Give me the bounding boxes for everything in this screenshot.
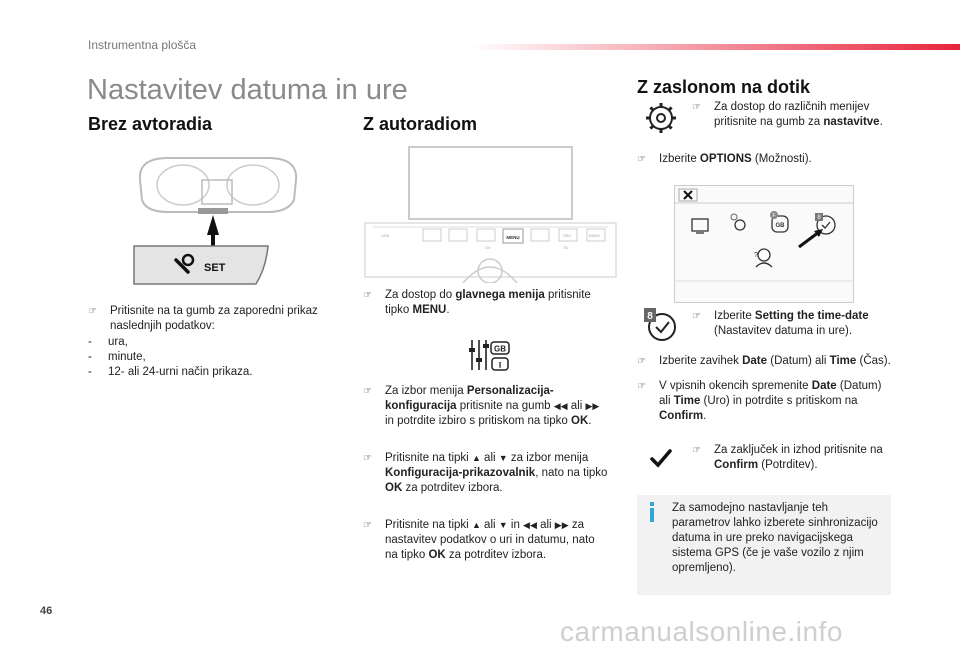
panel-label: BAND (589, 233, 601, 238)
chapter-header: Instrumentna plošča (88, 38, 197, 52)
forward-icon: ▶▶ (585, 401, 600, 411)
menu-button-label: MENU (506, 235, 520, 240)
col3-step6: ☞ Za zaključek in izhod pritisnite na Confirm (Potrditev). (692, 444, 883, 471)
col2-step1: ☞ Za dostop do glavnega menija pritisnite tipko MENU. (363, 289, 591, 316)
settings-sliders-icon (468, 336, 510, 374)
col3-step3: ☞ Izberite Setting the time-date (Nastavitev datuma in ure). (692, 310, 869, 337)
panel-label: USB (381, 233, 390, 238)
bullet-arrow-icon: ☞ (692, 311, 701, 322)
info-note-text: Za samodejno nastavljanje teh parametrov lahko izberete sinhronizacijo datuma in ure preko navigacijskega sistema GPS (če je vaše vozilo z njim opremljeno). (672, 502, 878, 574)
bullet-arrow-icon: ☞ (88, 306, 97, 317)
gb-label: GB (494, 344, 506, 354)
touchscreen-options-illustration (674, 185, 854, 303)
header-accent-bar (470, 44, 960, 50)
i-label: I (498, 360, 502, 370)
arrow-up-icon: ▲ (471, 520, 481, 530)
info-icon (647, 502, 657, 522)
heading-z-autoradiom: Z autoradiom (363, 114, 478, 134)
arrow-up-icon: ▲ (471, 453, 481, 463)
col3-step5: ☞ V vpisnih okencih spremenite Date (Datum) ali Time (Uro) in potrdite s pritiskom na Confirm. (637, 380, 882, 422)
bullet-arrow-icon: ☞ (692, 445, 701, 456)
set-button-label: SET (204, 262, 226, 274)
list-item: - 12- ali 24-urni način prikaza. (88, 365, 338, 380)
col2-step3: ☞ Pritisnite na tipki ▲ ali ▼ za izbor menija Konfiguracija-prikazovalnik, nato na tipko OK za potrditev izbora. (363, 452, 608, 494)
forward-icon: ▶▶ (554, 520, 569, 530)
gb-badge: GB (775, 223, 785, 229)
bullet-arrow-icon: ☞ (363, 386, 372, 397)
arrow-down-icon: ▼ (498, 520, 508, 530)
col3-step4: ☞ Izberite zavihek Date (Datum) ali Time (Čas). (637, 355, 891, 367)
panel-label: SRC (563, 233, 572, 238)
bullet-arrow-icon: ☞ (363, 453, 372, 464)
col1-list (88, 335, 338, 380)
col3-step2: ☞ Izberite OPTIONS (Možnosti). (637, 153, 812, 165)
gear-icon (645, 102, 677, 134)
radio-panel-illustration (363, 145, 618, 283)
bullet-arrow-icon: ☞ (637, 154, 646, 165)
col3-step1: ☞ Za dostop do različnih menijev pritisnite na gumb za nastavitve. (692, 101, 883, 128)
checkmark-icon (650, 448, 672, 468)
help-badge: ? (754, 252, 758, 259)
rewind-icon: ◀◀ (523, 520, 537, 530)
instrument-cluster-illustration (128, 150, 306, 290)
col2-step2: ☞ Za izbor menija Personalizacija-konfiguracija pritisnite na gumb ◀◀ ali ▶▶ in potrdite izbiro s pritiskom na tipko OK. (363, 385, 600, 427)
clock-badge-number: 8 (647, 311, 653, 322)
clock-badge-small: 8 (817, 215, 821, 221)
page-title: Nastavitev datuma in ure (87, 74, 408, 106)
bullet-arrow-icon: ☞ (637, 381, 646, 392)
page-number: 46 (40, 605, 53, 617)
bullet-arrow-icon: ☞ (637, 356, 646, 367)
bullet-arrow-icon: ☞ (363, 290, 372, 301)
clock-icon (644, 308, 678, 342)
watermark: carmanualsonline.info (560, 616, 843, 647)
bullet-arrow-icon: ☞ (692, 102, 701, 113)
arrow-down-icon: ▼ (498, 453, 508, 463)
list-item: - ura, (88, 335, 338, 350)
f-badge: F (772, 213, 776, 219)
col1-instruction: ☞ Pritisnite na ta gumb za zaporedni prikaz naslednjih podatkov: (88, 305, 318, 332)
col2-step4: ☞ Pritisnite na tipki ▲ ali ▼ in ◀◀ ali ▶▶ za nastavitev podatkov o uri in datumu, nato na tipko OK za potrditev izbora. (363, 519, 595, 561)
bullet-arrow-icon: ☞ (363, 520, 372, 531)
heading-z-zaslonom-na-dotik: Z zaslonom na dotik (637, 77, 811, 97)
panel-label: OK (485, 245, 491, 250)
panel-label: TA (563, 245, 568, 250)
rewind-icon: ◀◀ (553, 401, 568, 411)
heading-brez-avtoradia: Brez avtoradia (88, 114, 213, 134)
list-item: - minute, (88, 350, 338, 365)
